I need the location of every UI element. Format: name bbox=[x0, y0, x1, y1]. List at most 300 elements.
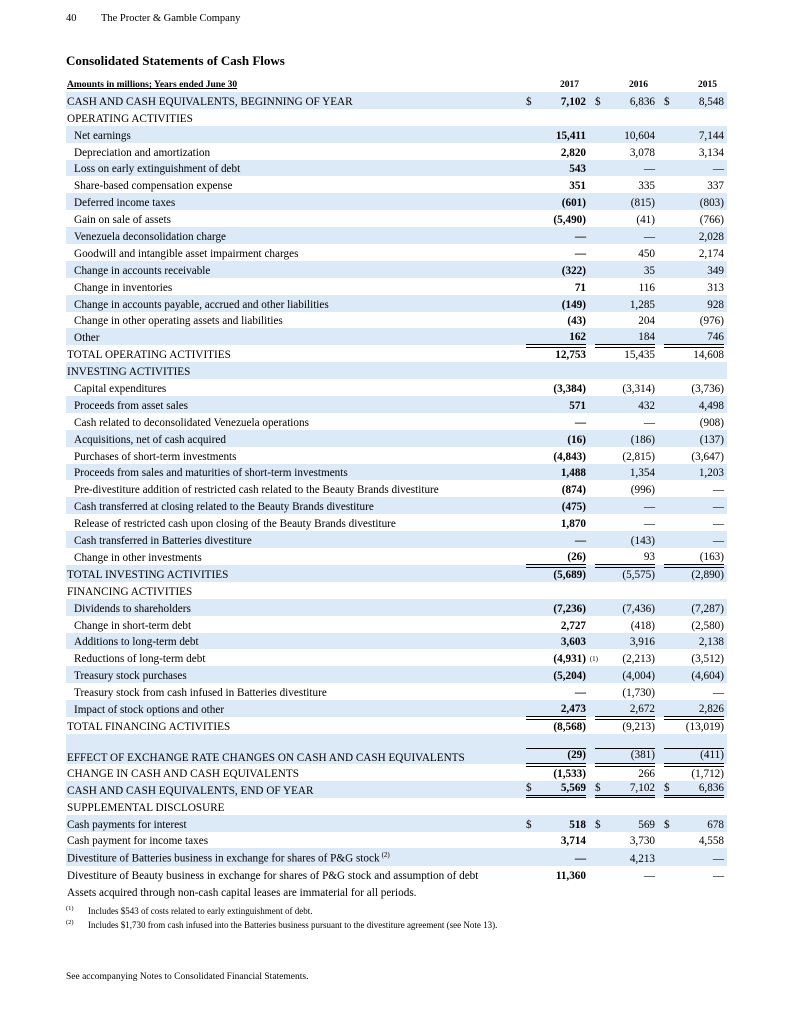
value-cell bbox=[589, 548, 658, 565]
cash-flow-table bbox=[66, 78, 727, 900]
column-2015: 2015 bbox=[698, 80, 717, 90]
column-2016: 2016 bbox=[629, 80, 648, 90]
row-label-text: Venezuela deconsolidation charge bbox=[74, 231, 227, 244]
table-row bbox=[66, 126, 727, 143]
value-text: — bbox=[712, 687, 724, 700]
value-cell bbox=[589, 734, 658, 764]
row-label bbox=[66, 480, 520, 497]
table-row bbox=[66, 328, 727, 345]
value-cell bbox=[520, 261, 589, 278]
value-text: (411) bbox=[700, 748, 724, 761]
value-text: 3,714 bbox=[560, 835, 586, 848]
footnote-ref: (1) bbox=[589, 655, 598, 664]
value-cell bbox=[589, 430, 658, 447]
row-label-text: TOTAL INVESTING ACTIVITIES bbox=[67, 568, 229, 581]
value-text: (41) bbox=[636, 214, 655, 227]
row-label bbox=[66, 582, 520, 599]
value-cell bbox=[658, 848, 727, 866]
value-cell bbox=[589, 832, 658, 849]
value-text: 4,558 bbox=[698, 835, 724, 848]
value-cell bbox=[589, 764, 658, 781]
table-row bbox=[66, 548, 727, 565]
row-label bbox=[66, 599, 520, 616]
value-cell bbox=[589, 244, 658, 261]
value-cell bbox=[520, 176, 589, 193]
table-row bbox=[66, 764, 727, 781]
row-label-text: Proceeds from sales and maturities of short-term investments bbox=[74, 467, 348, 480]
value-text: 928 bbox=[707, 298, 724, 311]
value-cell bbox=[658, 883, 727, 900]
value-cell bbox=[658, 464, 727, 481]
table-row bbox=[66, 531, 727, 548]
value-cell bbox=[589, 160, 658, 177]
table-row bbox=[66, 734, 727, 764]
value-cell bbox=[520, 717, 589, 734]
value-text: 204 bbox=[638, 315, 655, 328]
table-row bbox=[66, 261, 727, 278]
value-cell bbox=[658, 666, 727, 683]
value-cell bbox=[589, 143, 658, 160]
value-cell bbox=[520, 734, 589, 764]
table-row bbox=[66, 616, 727, 633]
dollar-sign: $ bbox=[595, 781, 601, 794]
value-cell bbox=[520, 683, 589, 700]
row-label-text: FINANCING ACTIVITIES bbox=[67, 585, 193, 598]
footnote-text: Includes $1,730 from cash infused into the Batteries business pursuant to the divestiture agreement (see Note 13). bbox=[88, 920, 498, 930]
value-cell bbox=[520, 649, 598, 666]
row-label bbox=[66, 649, 520, 666]
row-label-text: Divestiture of Batteries business in exchange for shares of P&G stock bbox=[67, 853, 380, 866]
table-row bbox=[66, 883, 727, 900]
table-row bbox=[66, 848, 727, 866]
value-cell bbox=[658, 160, 727, 177]
value-text: (381) bbox=[630, 748, 655, 761]
value-text: (4,604) bbox=[691, 670, 724, 683]
row-label-text: Pre-divestiture addition of restricted cash related to the Beauty Brands divestiture bbox=[74, 484, 439, 497]
value-cell bbox=[589, 848, 658, 866]
value-text: (3,647) bbox=[691, 450, 724, 463]
value-text: 3,078 bbox=[629, 146, 655, 159]
row-label-text: Change in accounts receivable bbox=[74, 264, 211, 277]
empty-cell bbox=[658, 109, 727, 126]
value-text: 2,174 bbox=[698, 247, 724, 260]
value-text: — bbox=[574, 416, 586, 429]
row-label bbox=[66, 832, 520, 849]
table-row bbox=[66, 379, 727, 396]
row-label bbox=[66, 798, 520, 815]
row-label-text: Deferred income taxes bbox=[74, 197, 176, 210]
value-cell bbox=[520, 866, 589, 883]
footnote-text: Includes $543 of costs related to early extinguishment of debt. bbox=[88, 906, 313, 916]
value-text: 184 bbox=[638, 331, 655, 344]
value-cell bbox=[589, 683, 658, 700]
value-cell bbox=[520, 413, 589, 430]
row-label-text: Change in accounts payable, accrued and other liabilities bbox=[74, 298, 329, 311]
row-label-text: Dividends to shareholders bbox=[74, 602, 191, 615]
value-text: 11,360 bbox=[555, 870, 586, 883]
dollar-sign: $ bbox=[595, 818, 601, 831]
value-text: 10,604 bbox=[624, 129, 655, 142]
row-label-text: Cash transferred in Batteries divestiture bbox=[74, 535, 252, 548]
row-label-text: Change in other operating assets and liabilities bbox=[74, 315, 283, 328]
value-text: 7,102 bbox=[560, 95, 586, 108]
table-row bbox=[66, 447, 727, 464]
value-cell bbox=[520, 328, 589, 345]
value-cell bbox=[658, 328, 727, 345]
table-row bbox=[66, 193, 727, 210]
value-cell bbox=[520, 616, 589, 633]
row-label-text: Change in other investments bbox=[74, 551, 202, 564]
value-text: (43) bbox=[567, 315, 586, 328]
table-row bbox=[66, 109, 727, 126]
table-row bbox=[66, 717, 727, 734]
value-cell bbox=[589, 565, 658, 582]
value-cell bbox=[520, 848, 589, 866]
value-text: 14,608 bbox=[693, 349, 724, 362]
value-cell bbox=[658, 92, 727, 109]
row-label bbox=[66, 633, 520, 650]
row-label-text: Depreciation and amortization bbox=[74, 146, 211, 159]
row-label bbox=[66, 396, 520, 413]
value-cell bbox=[658, 379, 727, 396]
value-cell bbox=[589, 261, 658, 278]
value-text: 93 bbox=[643, 550, 655, 563]
value-text: 15,411 bbox=[555, 129, 586, 142]
value-text: 543 bbox=[569, 163, 586, 176]
row-label bbox=[66, 531, 520, 548]
value-cell bbox=[520, 312, 589, 329]
value-cell bbox=[589, 295, 658, 312]
value-cell bbox=[658, 244, 727, 261]
row-label-text: Divestiture of Beauty business in exchange for shares of P&G stock and assumption of debt bbox=[67, 870, 479, 883]
value-text: 2,820 bbox=[560, 146, 586, 159]
value-text: — bbox=[643, 163, 655, 176]
value-text: (2,213) bbox=[622, 653, 655, 666]
row-label-text: Cash payments for interest bbox=[67, 818, 187, 831]
row-label-text: SUPPLEMENTAL DISCLOSURE bbox=[67, 801, 225, 814]
value-text: 6,836 bbox=[698, 781, 724, 794]
row-label-text: Release of restricted cash upon closing of the Beauty Brands divestiture bbox=[74, 518, 396, 531]
row-label bbox=[66, 413, 520, 430]
company-name: The Procter & Gamble Company bbox=[100, 13, 241, 24]
value-text: 7,102 bbox=[629, 781, 655, 794]
value-text: — bbox=[712, 163, 724, 176]
value-text: 7,144 bbox=[698, 129, 724, 142]
table-row bbox=[66, 295, 727, 312]
value-cell bbox=[589, 616, 658, 633]
row-label-text: Other bbox=[74, 332, 100, 345]
table-row bbox=[66, 278, 727, 295]
value-cell bbox=[589, 345, 658, 362]
value-cell bbox=[520, 531, 589, 548]
value-cell bbox=[658, 531, 727, 548]
value-cell bbox=[658, 700, 727, 717]
value-cell bbox=[658, 832, 727, 849]
empty-cell bbox=[520, 582, 589, 599]
empty-cell bbox=[520, 798, 589, 815]
value-cell bbox=[658, 143, 727, 160]
value-cell bbox=[520, 92, 589, 109]
row-label bbox=[66, 379, 520, 396]
table-row bbox=[66, 649, 727, 666]
value-cell bbox=[658, 396, 727, 413]
row-label-text: Share-based compensation expense bbox=[74, 180, 233, 193]
value-text: (1,730) bbox=[622, 687, 655, 700]
value-text: 1,488 bbox=[560, 467, 586, 480]
empty-cell bbox=[658, 362, 727, 379]
value-cell bbox=[589, 413, 658, 430]
value-cell bbox=[658, 312, 727, 329]
value-cell bbox=[520, 430, 589, 447]
value-text: (5,575) bbox=[622, 568, 655, 581]
page-header bbox=[66, 13, 262, 24]
value-cell bbox=[658, 815, 727, 832]
value-text: 2,672 bbox=[629, 702, 655, 715]
row-label bbox=[66, 565, 520, 582]
value-text: 4,498 bbox=[698, 399, 724, 412]
value-cell bbox=[658, 480, 727, 497]
value-text: (996) bbox=[630, 484, 655, 497]
value-text: — bbox=[643, 231, 655, 244]
value-text: 1,285 bbox=[629, 298, 655, 311]
dollar-sign: $ bbox=[595, 95, 601, 108]
value-text: — bbox=[574, 247, 586, 260]
row-label bbox=[66, 328, 520, 345]
row-label-text: Change in short-term debt bbox=[74, 619, 192, 632]
row-label-text: Assets acquired through non-cash capital leases are immaterial for all periods. bbox=[67, 886, 417, 899]
value-text: (1,712) bbox=[691, 767, 724, 780]
value-cell bbox=[658, 514, 727, 531]
value-text: (163) bbox=[699, 550, 724, 563]
value-cell bbox=[589, 599, 658, 616]
value-cell bbox=[520, 633, 589, 650]
value-cell bbox=[520, 126, 589, 143]
row-label bbox=[66, 278, 520, 295]
value-cell bbox=[589, 92, 658, 109]
value-cell bbox=[658, 497, 727, 514]
footnote-1 bbox=[66, 905, 497, 916]
value-text: 450 bbox=[638, 247, 655, 260]
value-text: (137) bbox=[699, 433, 724, 446]
row-label-text: Proceeds from asset sales bbox=[74, 399, 189, 412]
value-text: (5,689) bbox=[553, 568, 586, 581]
value-cell bbox=[589, 379, 658, 396]
value-text: (16) bbox=[567, 433, 586, 446]
table-row bbox=[66, 430, 727, 447]
value-text: 35 bbox=[643, 264, 655, 277]
value-text: 3,730 bbox=[629, 835, 655, 848]
dollar-sign: $ bbox=[526, 781, 532, 794]
value-text: 335 bbox=[638, 180, 655, 193]
empty-cell bbox=[520, 362, 589, 379]
value-text: (13,019) bbox=[685, 720, 724, 733]
row-label-text: Acquisitions, net of cash acquired bbox=[74, 433, 226, 446]
row-label-text: TOTAL OPERATING ACTIVITIES bbox=[67, 349, 231, 362]
value-text: — bbox=[712, 535, 724, 548]
table-row bbox=[66, 227, 727, 244]
value-text: (2,890) bbox=[691, 568, 724, 581]
row-label bbox=[66, 815, 520, 832]
value-cell bbox=[658, 781, 727, 798]
value-cell bbox=[589, 480, 658, 497]
value-text: — bbox=[712, 518, 724, 531]
table-row bbox=[66, 413, 727, 430]
value-cell bbox=[589, 176, 658, 193]
value-cell bbox=[520, 396, 589, 413]
value-cell bbox=[589, 328, 658, 345]
value-text: 349 bbox=[707, 264, 724, 277]
value-text: 162 bbox=[569, 331, 586, 344]
value-text: (2,815) bbox=[622, 450, 655, 463]
row-label bbox=[66, 717, 520, 734]
value-text: 12,753 bbox=[555, 349, 586, 362]
table-row bbox=[66, 480, 727, 497]
value-text: (815) bbox=[630, 197, 655, 210]
value-cell bbox=[589, 866, 658, 883]
value-cell bbox=[589, 531, 658, 548]
value-text: (4,843) bbox=[553, 450, 586, 463]
value-text: 5,569 bbox=[560, 781, 586, 794]
value-text: — bbox=[643, 416, 655, 429]
value-text: — bbox=[712, 501, 724, 514]
row-label bbox=[66, 497, 520, 514]
value-text: (26) bbox=[567, 550, 586, 563]
value-text: — bbox=[574, 231, 586, 244]
value-cell bbox=[520, 210, 589, 227]
value-text: — bbox=[643, 870, 655, 883]
value-cell bbox=[658, 413, 727, 430]
row-label bbox=[66, 700, 520, 717]
value-text: — bbox=[643, 501, 655, 514]
value-cell bbox=[658, 210, 727, 227]
value-text: (4,004) bbox=[622, 670, 655, 683]
value-text: 2,138 bbox=[698, 636, 724, 649]
value-cell bbox=[589, 781, 658, 798]
value-text: (7,436) bbox=[622, 602, 655, 615]
row-label-text: Goodwill and intangible asset impairment charges bbox=[74, 247, 299, 260]
table-row bbox=[66, 832, 727, 849]
value-text: 3,603 bbox=[560, 636, 586, 649]
value-text: — bbox=[643, 518, 655, 531]
row-label bbox=[66, 362, 520, 379]
row-label bbox=[66, 193, 520, 210]
value-text: 1,203 bbox=[698, 467, 724, 480]
value-cell bbox=[520, 497, 589, 514]
table-row bbox=[66, 683, 727, 700]
table-row bbox=[66, 210, 727, 227]
table-row bbox=[66, 781, 727, 798]
table-row bbox=[66, 92, 727, 109]
value-cell bbox=[520, 480, 589, 497]
value-text: (2,580) bbox=[691, 619, 724, 632]
value-cell bbox=[589, 447, 658, 464]
row-label bbox=[66, 160, 520, 177]
value-cell bbox=[520, 666, 589, 683]
value-cell bbox=[520, 143, 589, 160]
value-text: (3,384) bbox=[553, 383, 586, 396]
value-text: 432 bbox=[638, 399, 655, 412]
row-label-text: CASH AND CASH EQUIVALENTS, END OF YEAR bbox=[67, 784, 314, 797]
value-cell bbox=[658, 430, 727, 447]
row-label-text: Gain on sale of assets bbox=[74, 214, 171, 227]
value-cell bbox=[658, 599, 727, 616]
row-label-text: Reductions of long-term debt bbox=[74, 653, 206, 666]
value-cell bbox=[520, 227, 589, 244]
value-text: 337 bbox=[707, 180, 724, 193]
value-text: 2,826 bbox=[698, 702, 724, 715]
value-text: 2,028 bbox=[698, 231, 724, 244]
value-cell bbox=[520, 548, 589, 565]
value-text: 2,727 bbox=[560, 619, 586, 632]
footnote-2 bbox=[66, 919, 497, 930]
row-label bbox=[66, 143, 520, 160]
value-text: (5,204) bbox=[553, 670, 586, 683]
value-text: (8,568) bbox=[553, 720, 586, 733]
footnotes bbox=[66, 905, 497, 933]
value-cell bbox=[520, 815, 589, 832]
table-row bbox=[66, 582, 727, 599]
value-cell bbox=[658, 345, 727, 362]
table-row bbox=[66, 700, 727, 717]
value-text: — bbox=[574, 535, 586, 548]
value-cell bbox=[658, 193, 727, 210]
value-text: 571 bbox=[569, 399, 586, 412]
row-label-text: OPERATING ACTIVITIES bbox=[67, 112, 193, 125]
value-cell bbox=[589, 464, 658, 481]
value-cell bbox=[520, 599, 589, 616]
value-cell bbox=[520, 278, 589, 295]
value-cell bbox=[520, 193, 589, 210]
row-label bbox=[66, 616, 520, 633]
value-cell bbox=[520, 832, 589, 849]
value-cell bbox=[658, 866, 727, 883]
page-number: 40 bbox=[66, 13, 77, 24]
row-label bbox=[66, 227, 520, 244]
value-text: (976) bbox=[699, 315, 724, 328]
value-text: (601) bbox=[561, 197, 586, 210]
row-label-text: Change in inventories bbox=[74, 281, 173, 294]
value-cell bbox=[589, 666, 658, 683]
value-cell bbox=[520, 295, 589, 312]
value-cell bbox=[520, 244, 589, 261]
table-row bbox=[66, 143, 727, 160]
value-text: (803) bbox=[699, 197, 724, 210]
row-label bbox=[66, 244, 520, 261]
value-cell bbox=[589, 497, 658, 514]
value-text: 2,473 bbox=[560, 702, 586, 715]
value-text: (186) bbox=[630, 433, 655, 446]
table-row bbox=[66, 666, 727, 683]
value-text: (3,512) bbox=[691, 653, 724, 666]
column-label: Amounts in millions; Years ended June 30 bbox=[67, 80, 238, 90]
value-cell bbox=[520, 447, 589, 464]
value-text: (908) bbox=[699, 416, 724, 429]
row-label bbox=[66, 126, 520, 143]
table-row bbox=[66, 565, 727, 582]
row-label bbox=[66, 210, 520, 227]
footnote-ref: (2) bbox=[381, 851, 390, 860]
value-cell bbox=[520, 160, 589, 177]
value-cell bbox=[520, 379, 589, 396]
row-label bbox=[66, 295, 520, 312]
row-label bbox=[66, 312, 520, 329]
footnote-mark: (1) bbox=[66, 905, 74, 912]
value-cell bbox=[589, 396, 658, 413]
table-row bbox=[66, 396, 727, 413]
dollar-sign: $ bbox=[664, 781, 670, 794]
value-cell bbox=[520, 883, 589, 900]
row-label bbox=[66, 666, 520, 683]
